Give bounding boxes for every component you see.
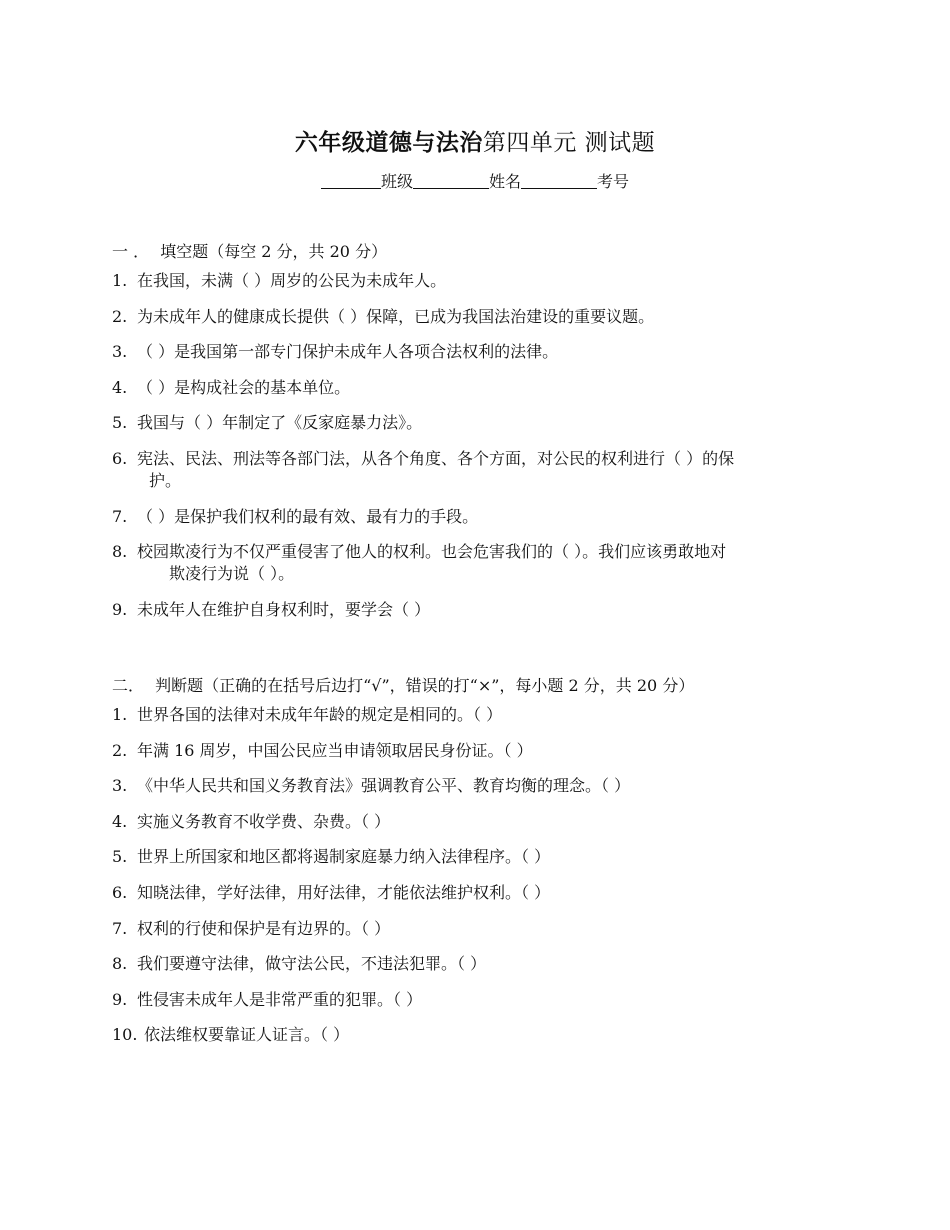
title-bold-part: 六年级道德与法治 xyxy=(294,129,483,156)
question-item xyxy=(112,989,842,1011)
question-text: 校园欺凌行为不仅严重侵害了他人的权利。也会危害我们的（ ）。我们应该勇敢地对 xyxy=(137,542,727,562)
section-fill-in-blanks xyxy=(112,240,842,634)
question-number: 5. xyxy=(112,413,128,433)
question-item xyxy=(112,846,842,868)
question-item xyxy=(112,306,842,328)
question-number: 7. xyxy=(112,918,128,938)
question-number: 10. xyxy=(112,1025,138,1045)
question-text: 宪法、民法、刑法等各部门法，从各个角度、各个方面，对公民的权利进行（ ）的保 xyxy=(137,448,735,468)
question-text: 世界各国的法律对未成年年龄的规定是相同的。（ ） xyxy=(137,705,503,724)
class-label: 班级 xyxy=(380,172,413,191)
question-number: 7. xyxy=(112,506,128,526)
question-number: 8. xyxy=(112,954,128,974)
question-number: 3. xyxy=(112,776,128,796)
question-item xyxy=(112,775,842,797)
question-number: 4. xyxy=(112,377,128,397)
question-text: 我们要遵守法律，做守法公民，不违法犯罪。（ ） xyxy=(137,954,487,974)
question-item xyxy=(112,953,842,975)
question-text: 知晓法律，学好法律，用好法律，才能依法维护权利。（ ） xyxy=(137,882,551,902)
question-text: 《中华人民共和国义务教育法》强调教育公平、教育均衡的理念。（ ） xyxy=(137,776,631,796)
question-number: 3. xyxy=(112,342,128,362)
question-item xyxy=(112,341,842,363)
question-text: （ ）是构成社会的基本单位。 xyxy=(137,377,351,397)
section-number: 二． xyxy=(112,676,145,695)
question-item xyxy=(112,270,842,292)
question-item xyxy=(112,412,842,434)
section-heading xyxy=(112,240,842,270)
student-info-line xyxy=(0,170,950,194)
question-item xyxy=(112,811,842,833)
class-blank xyxy=(321,170,381,189)
question-text: 实施义务教育不收学费、杂费。（ ） xyxy=(137,811,391,831)
question-number: 6. xyxy=(112,882,128,902)
question-text: （ ）是我国第一部专门保护未成年人各项合法权利的法律。 xyxy=(137,342,559,362)
question-item xyxy=(112,740,842,762)
question-text: （ ）是保护我们权利的最有效、最有力的手段。 xyxy=(137,506,479,526)
page-title xyxy=(0,126,950,160)
question-item xyxy=(112,918,842,940)
question-number: 4. xyxy=(112,811,128,831)
question-item xyxy=(112,506,842,528)
question-text: 权利的行使和保护是有边界的。（ ） xyxy=(137,918,391,938)
question-item xyxy=(112,704,842,726)
question-number: 9. xyxy=(112,989,128,1009)
question-text: 在我国，未满（ ）周岁的公民为未成年人。 xyxy=(137,271,447,290)
question-number: 2. xyxy=(112,740,128,760)
name-label: 姓名 xyxy=(488,172,521,191)
question-text: 性侵害未成年人是非常严重的犯罪。（ ） xyxy=(137,989,423,1009)
exam-no-label: 考号 xyxy=(597,172,630,191)
question-number: 9. xyxy=(112,599,128,619)
question-text: 为未成年人的健康成长提供（ ）保障，已成为我国法治建设的重要议题。 xyxy=(137,306,655,326)
name-blank xyxy=(413,170,489,189)
section-number: 一 ． xyxy=(112,242,150,261)
question-number: 5. xyxy=(112,847,128,867)
section-title: 填空题（每空 2 分，共 20 分） xyxy=(160,242,388,261)
question-item xyxy=(112,599,842,621)
question-text-continued: 欺凌行为说（ ）。 xyxy=(169,564,295,584)
title-normal-part: 第四单元 测试题 xyxy=(482,130,656,156)
question-number: 1. xyxy=(112,705,128,724)
question-text: 我国与（ ）年制定了《反家庭暴力法》。 xyxy=(137,413,423,433)
question-item xyxy=(112,541,842,585)
question-item xyxy=(112,1024,842,1046)
exam-no-blank xyxy=(521,170,597,189)
question-number: 6. xyxy=(112,448,128,468)
question-number: 2. xyxy=(112,306,128,326)
question-text: 依法维权要靠证人证言。（ ） xyxy=(144,1025,350,1045)
question-item xyxy=(112,377,842,399)
question-text: 世界上所国家和地区都将遏制家庭暴力纳入法律程序。（ ） xyxy=(137,847,551,867)
question-number: 1. xyxy=(112,271,128,290)
question-number: 8. xyxy=(112,542,128,562)
question-item xyxy=(112,448,842,492)
section-title: 判断题（正确的在括号后边打“√”，错误的打“×”，每小题 2 分，共 20 分） xyxy=(155,676,695,695)
question-item xyxy=(112,882,842,904)
question-text: 年满 16 周岁，中国公民应当申请领取居民身份证。（ ） xyxy=(137,740,533,760)
question-text-continued: 护。 xyxy=(149,470,182,490)
section-true-false xyxy=(112,674,842,1060)
section-heading xyxy=(112,674,842,704)
question-text: 未成年人在维护自身权利时，要学会（ ） xyxy=(137,599,431,619)
